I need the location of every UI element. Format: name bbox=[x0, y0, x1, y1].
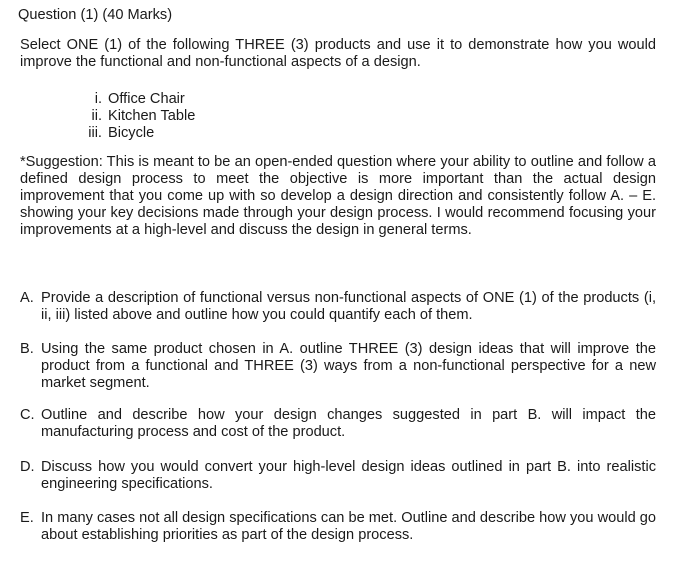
part-text: Discuss how you would convert your high-level design ideas outlined in part B. into realistic engineering specifications. bbox=[41, 459, 656, 492]
product-item bbox=[78, 91, 195, 108]
part-e bbox=[20, 510, 656, 544]
part-letter: B. bbox=[20, 341, 34, 357]
part-b bbox=[20, 341, 656, 392]
part-a bbox=[20, 290, 656, 324]
product-item bbox=[78, 108, 195, 125]
product-number: i. bbox=[94, 91, 102, 107]
product-number: ii. bbox=[91, 108, 102, 124]
part-c bbox=[20, 407, 656, 441]
product-label: Bicycle bbox=[108, 125, 155, 141]
question-heading: Question (1) (40 Marks) bbox=[18, 7, 173, 23]
part-letter: C. bbox=[20, 407, 35, 423]
question-intro: Select ONE (1) of the following THREE (3) products and use it to demonstrate how you would improve the functional and non-functional aspects of a design. bbox=[20, 37, 656, 70]
part-text: Outline and describe how your design changes suggested in part B. will impact the manufacturing process and cost of the product. bbox=[41, 407, 656, 440]
part-letter: E. bbox=[20, 510, 34, 526]
part-text: In many cases not all design specifications can be met. Outline and describe how you would go about establishing priorities as part of the design process. bbox=[41, 510, 656, 543]
product-list bbox=[78, 91, 195, 142]
part-text: Using the same product chosen in A. outline THREE (3) design ideas that will improve the product from a functional and THREE (3) ways from a non-functional perspective for a new market segment. bbox=[41, 341, 656, 391]
part-letter: A. bbox=[20, 290, 34, 306]
product-item bbox=[78, 125, 195, 142]
product-number: iii. bbox=[88, 125, 102, 141]
part-d bbox=[20, 459, 656, 493]
product-label: Office Chair bbox=[108, 91, 185, 107]
part-letter: D. bbox=[20, 459, 35, 475]
suggestion-paragraph: *Suggestion: This is meant to be an open-ended question where your ability to outline and follow a defined design process to meet the objective is more important than the actual design improvement that you come up with so develop a design direction and consistently follow A. – E. showing your key decisions made through your design process. I would recommend focusing your improvements at a high-level and discuss the design in general terms. bbox=[20, 154, 656, 238]
part-text: Provide a description of functional versus non-functional aspects of ONE (1) of the products (i, ii, iii) listed above and outline how you could quantify each of them. bbox=[41, 290, 656, 323]
product-label: Kitchen Table bbox=[108, 108, 196, 124]
